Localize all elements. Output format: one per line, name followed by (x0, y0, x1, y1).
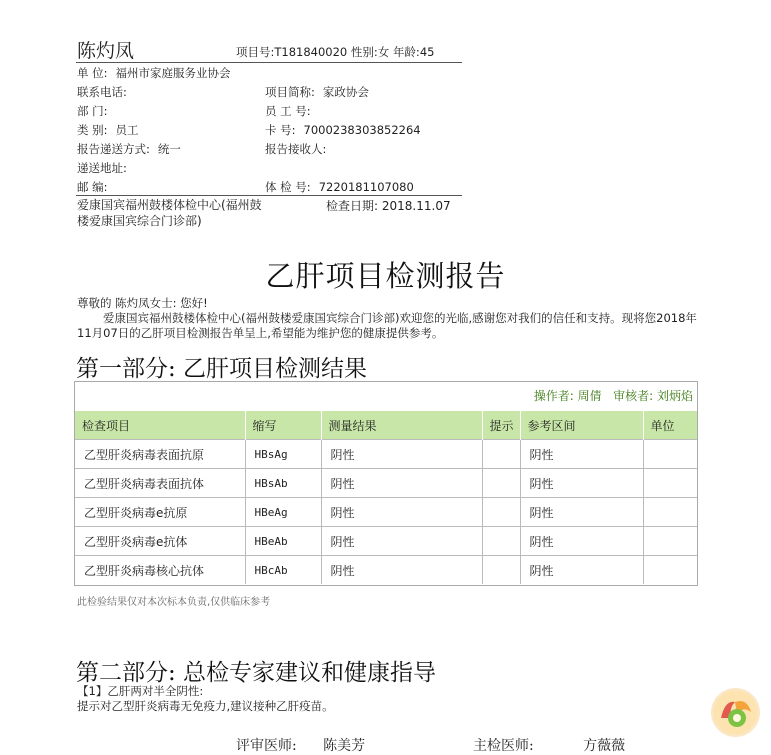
dept-label: 部 门: (77, 104, 108, 118)
postcode-row (77, 179, 116, 195)
postcode-label: 邮 编: (77, 180, 108, 194)
cell-ref: 阴性 (520, 556, 643, 585)
cell-unit (643, 498, 697, 527)
exam-no-label: 体 检 号: (265, 180, 311, 194)
exam-date-label: 检查日期: (326, 199, 379, 213)
table-row (75, 440, 697, 469)
unit-label: 单 位: (77, 66, 108, 80)
chief-signature (473, 735, 625, 755)
cell-unit (643, 527, 697, 556)
disclaimer-note: 此检验结果仅对本次标本负责,仅供临床参考 (77, 597, 271, 608)
cell-abbr: HBcAb (245, 556, 321, 585)
cell-ref: 阴性 (520, 469, 643, 498)
cell-abbr: HBsAb (245, 469, 321, 498)
col-result: 测量结果 (321, 411, 482, 440)
results-header-row (75, 411, 697, 440)
cell-item: 乙型肝炎病毒表面抗体 (75, 469, 245, 498)
cell-abbr: HBeAg (245, 498, 321, 527)
col-unit: 单位 (643, 411, 697, 440)
results-table (75, 411, 697, 584)
exam-date-value: 2018.11.07 (381, 199, 451, 213)
signature-reviewer-name: 陈美芳 (323, 738, 366, 754)
cell-item: 乙型肝炎病毒核心抗体 (75, 556, 245, 585)
receiver-row (265, 141, 334, 157)
card-value: 7000238303852264 (303, 123, 421, 137)
unit-row (77, 65, 231, 81)
part2-title: 第二部分: 总检专家建议和健康指导 (76, 660, 437, 686)
exam-no-value: 7220181107080 (318, 180, 414, 194)
header-divider (76, 62, 462, 63)
table-row (75, 498, 697, 527)
age-label: 年龄: (392, 45, 420, 59)
table-row (75, 527, 697, 556)
reviewer-signature (236, 735, 365, 755)
cell-ref: 阴性 (520, 498, 643, 527)
category-label: 类 别: (77, 123, 108, 137)
staff-no-label: 员 工 号: (265, 104, 311, 118)
greeting: 尊敬的 陈灼凤女士: 您好! (77, 296, 208, 310)
sex-label: 性别: (350, 45, 378, 59)
intro-paragraph: 爱康国宾福州鼓楼体检中心(福州鼓楼爱康国宾综合门诊部)欢迎您的光临,感谢您对我们的信任和支持。现将您2018年11月07日的乙肝项目检测报告单呈上,希望能为维护您的健康提供参考。 (77, 311, 697, 340)
advice-text: 提示对乙型肝炎病毒无免疫力,建议接种乙肝疫苗。 (77, 699, 334, 713)
cell-hint (482, 556, 520, 585)
project-no: T181840020 (274, 45, 348, 59)
exam-date (326, 197, 451, 214)
cell-result: 阴性 (321, 469, 482, 498)
results-panel (74, 381, 698, 586)
cell-ref: 阴性 (520, 527, 643, 556)
advice-heading: 【1】乙肝两对半全阴性: (77, 684, 204, 698)
cell-item: 乙型肝炎病毒e抗原 (75, 498, 245, 527)
watermark-logo-icon (711, 688, 760, 737)
signature-chief-name: 方薇薇 (583, 738, 626, 754)
staff-no-row (265, 103, 319, 119)
card-row (265, 122, 421, 138)
cell-result: 阴性 (321, 498, 482, 527)
cell-unit (643, 469, 697, 498)
signature-reviewer-label: 评审医师: (236, 738, 297, 754)
patient-name: 陈灼凤 (77, 40, 135, 62)
col-hint: 提示 (482, 411, 520, 440)
col-abbr: 缩写 (245, 411, 321, 440)
cell-unit (643, 556, 697, 585)
info-divider (76, 195, 462, 196)
advice-block (77, 684, 334, 714)
patient-meta (236, 44, 434, 60)
org-name: 爱康国宾福州鼓楼体检中心(福州鼓楼爱康国宾综合门诊部) (77, 198, 262, 228)
age: 45 (419, 45, 435, 59)
cell-hint (482, 527, 520, 556)
cell-result: 阴性 (321, 440, 482, 469)
category-row (77, 122, 139, 138)
table-row (75, 556, 697, 585)
exam-no-row (265, 179, 414, 195)
report-title: 乙肝项目检测报告 (265, 259, 506, 293)
cell-result: 阴性 (321, 527, 482, 556)
cell-abbr: HBeAb (245, 527, 321, 556)
cell-hint (482, 498, 520, 527)
delivery-row (77, 141, 181, 157)
table-row (75, 469, 697, 498)
receiver-label: 报告接收人: (265, 142, 327, 156)
phone-row (77, 84, 135, 100)
project-short-label: 项目简称: (265, 85, 315, 99)
cell-ref: 阴性 (520, 440, 643, 469)
address-row (77, 160, 135, 176)
project-short-row (265, 84, 369, 100)
cell-abbr: HBsAg (245, 440, 321, 469)
operator-name: 周倩 (577, 389, 602, 403)
signature-chief-label: 主检医师: (473, 738, 534, 754)
cell-item: 乙型肝炎病毒e抗体 (75, 527, 245, 556)
address-label: 递送地址: (77, 161, 127, 175)
cell-item: 乙型肝炎病毒表面抗原 (75, 440, 245, 469)
operator-line (534, 387, 693, 404)
category-value: 员工 (115, 123, 139, 137)
phone-label: 联系电话: (77, 85, 127, 99)
part1-title: 第一部分: 乙肝项目检测结果 (76, 356, 368, 382)
project-short-value: 家政协会 (322, 85, 369, 99)
project-no-label: 项目号: (236, 45, 275, 59)
cell-unit (643, 440, 697, 469)
operator-label: 操作者: (533, 389, 574, 403)
delivery-value: 统一 (157, 142, 181, 156)
sex: 女 (377, 45, 390, 59)
card-label: 卡 号: (265, 123, 296, 137)
delivery-label: 报告递送方式: (77, 142, 150, 156)
col-item: 检查项目 (75, 411, 245, 440)
cell-result: 阴性 (321, 556, 482, 585)
unit-value: 福州市家庭服务业协会 (115, 66, 231, 80)
col-ref: 参考区间 (520, 411, 643, 440)
cell-hint (482, 469, 520, 498)
dept-row (77, 103, 116, 119)
reviewer-label: 审核者: (613, 389, 654, 403)
cell-hint (482, 440, 520, 469)
reviewer-name: 刘炳焰 (656, 389, 693, 403)
